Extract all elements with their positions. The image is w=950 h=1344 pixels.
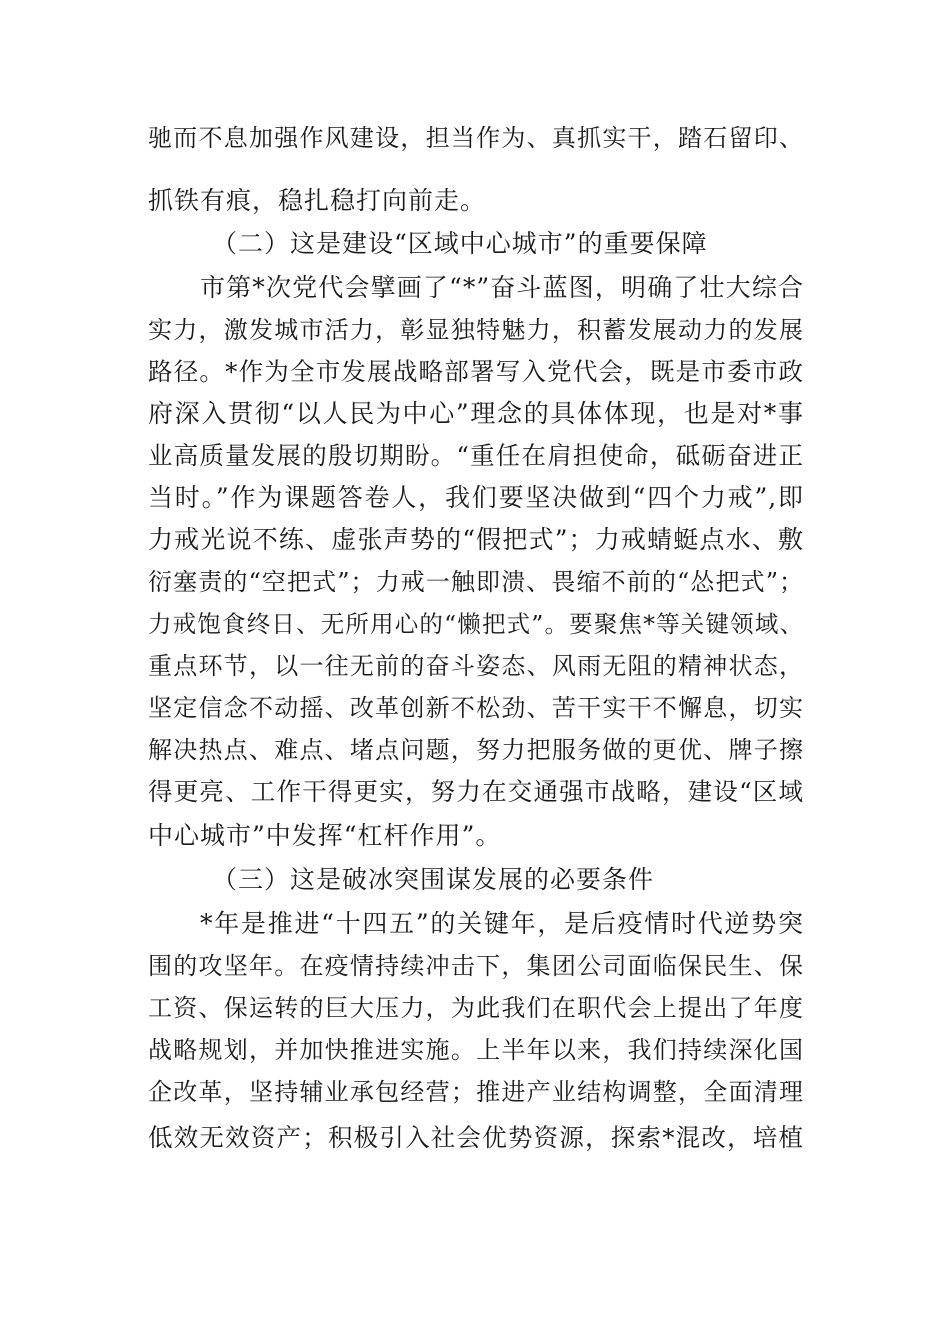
- body-text-line: 工资、保运转的巨大压力，为此我们在职代会上提出了年度: [148, 994, 804, 1022]
- body-text-line: 战略规划，并加快推进实施。上半年以来，我们持续深化国: [148, 1036, 804, 1064]
- body-text-line: 力戒光说不练、虚张声势的“假把式”；力戒蜻蜓点水、敷: [148, 525, 804, 554]
- body-text-line: 中心城市”中发挥“杠杆作用”。: [148, 821, 502, 850]
- section-heading: （二）这是建设“区域中心城市”的重要保障: [212, 229, 708, 258]
- body-text-line: *年是推进“十四五”的关键年，是后疫情时代逆势突: [200, 909, 804, 938]
- body-text-line: 围的攻坚年。在疫情持续冲击下，集团公司面临保民生、保: [148, 952, 804, 980]
- body-text-line: 力戒饱食终日、无所用心的“懒把式”。要聚焦*等关键领域、: [148, 610, 804, 638]
- body-text-line: 业高质量发展的殷切期盼。“重任在肩担使命，砥砺奋进正: [148, 441, 804, 470]
- body-text-line: 当时。”作为课题答卷人，我们要坚决做到“四个力戒”,即: [148, 483, 804, 512]
- body-text-line: 市第*次党代会擘画了“*”奋斗蓝图，明确了壮大综合: [200, 273, 804, 302]
- body-text-line: 低效无效资产；积极引入社会优势资源，探索*混改，培植: [148, 1123, 804, 1152]
- body-text-line: 解决热点、难点、堵点问题，努力把服务做的更优、牌子擦: [148, 736, 804, 764]
- body-text-line: 实力，激发城市活力，彰显独特魅力，积蓄发展动力的发展: [148, 316, 804, 344]
- body-text-line: 坚定信念不动摇、改革创新不松劲、苦干实干不懈息，切实: [148, 694, 804, 722]
- body-text-line: 府深入贯彻“以人民为中心”理念的具体体现，也是对*事: [148, 399, 804, 428]
- body-text-line: 重点环节，以一往无前的奋斗姿态、风雨无阻的精神状态，: [148, 652, 804, 680]
- body-text-line: 企改革，坚持辅业承包经营；推进产业结构调整，全面清理: [148, 1078, 804, 1106]
- body-text-line: 驰而不息加强作风建设，担当作为、真抓实干，踏石留印、: [148, 124, 804, 152]
- section-heading: （三）这是破冰突围谋发展的必要条件: [212, 865, 655, 894]
- body-text-line: 抓铁有痕，稳扎稳打向前走。: [148, 186, 487, 215]
- body-text-line: 得更亮、工作干得更实，努力在交通强市战略，建设“区域: [148, 777, 804, 806]
- body-text-line: 衍塞责的“空把式”；力戒一触即溃、畏缩不前的“怂把式”；: [148, 568, 804, 596]
- body-text-line: 路径。*作为全市发展战略部署写入党代会，既是市委市政: [148, 357, 804, 386]
